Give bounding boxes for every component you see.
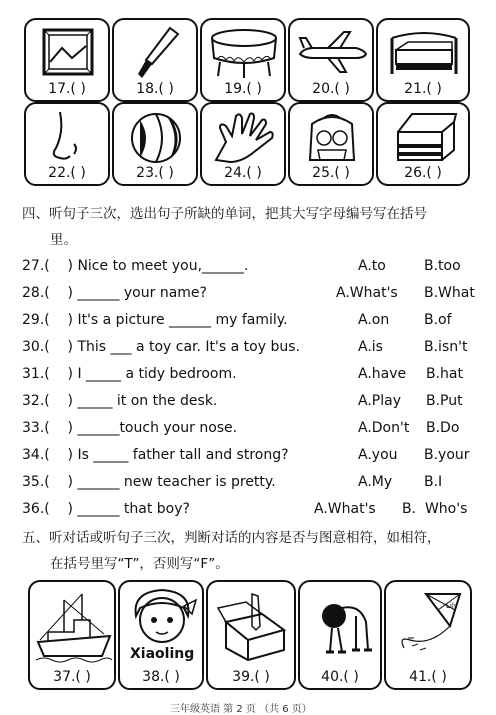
- option-b: B.Do: [426, 420, 460, 436]
- item-number[interactable]: 38.( ): [142, 669, 180, 685]
- question-32: 32.( ) _____ it on the desk.: [22, 393, 218, 409]
- question-31: 31.( ) I _____ a tidy bedroom.: [22, 366, 237, 382]
- question-29: 29.( ) It's a picture ______ my family.: [22, 312, 288, 328]
- option-a: A.on: [358, 312, 390, 328]
- option-b: B.hat: [426, 366, 463, 382]
- option-a: A.What's: [336, 285, 398, 301]
- section-4-instruction: 四、听句子三次，选出句子所缺的单词，把其大写字母编号写在括号: [22, 206, 427, 222]
- item-number[interactable]: 41.( ): [409, 669, 447, 685]
- item-number[interactable]: 24.( ): [224, 165, 262, 181]
- item-number[interactable]: 20.( ): [312, 81, 350, 97]
- picture-card-22: [24, 102, 110, 186]
- picture-card-20: [288, 18, 374, 102]
- item-number[interactable]: 18.( ): [136, 81, 174, 97]
- picture-card-39: [206, 580, 296, 690]
- table-icon: [206, 24, 282, 82]
- picture-card-17: [24, 18, 110, 102]
- item-number[interactable]: 22.( ): [48, 165, 86, 181]
- option-b: B.of: [424, 312, 452, 328]
- airplane-icon: [294, 24, 370, 82]
- item-number[interactable]: 37.( ): [53, 669, 91, 685]
- pencil-box-icon: [212, 586, 294, 666]
- item-number[interactable]: 26.( ): [404, 165, 442, 181]
- framed-picture-icon: [30, 24, 106, 82]
- ball-icon: [118, 108, 194, 166]
- hand-icon: [206, 108, 282, 166]
- girl-icon: [124, 586, 200, 648]
- option-a: A.you: [358, 447, 398, 463]
- option-b: B.too: [424, 258, 461, 274]
- picture-card-24: [200, 102, 286, 186]
- page-footer: 三年级英语 第 2 页 （共 6 页）: [170, 704, 312, 715]
- section-5-instruction-cont: 在括号里写“T”，否则写“F”。: [50, 556, 229, 572]
- question-35: 35.( ) ______ new teacher is pretty.: [22, 474, 276, 490]
- ship-icon: [34, 586, 114, 666]
- picture-card-19: [200, 18, 286, 102]
- item-number[interactable]: 19.( ): [224, 81, 262, 97]
- item-number[interactable]: 17.( ): [48, 81, 86, 97]
- question-28: 28.( ) ______ your name?: [22, 285, 207, 301]
- question-36: 36.( ) ______ that boy?: [22, 501, 190, 517]
- bed-icon: [382, 24, 466, 82]
- item-number[interactable]: 21.( ): [404, 81, 442, 97]
- option-a: A.What's: [314, 501, 376, 517]
- option-a: A.to: [358, 258, 386, 274]
- option-a: A.Don't: [358, 420, 410, 436]
- picture-card-21: [376, 18, 470, 102]
- option-b: B.Put: [426, 393, 463, 409]
- kite-icon: [390, 586, 470, 666]
- question-30: 30.( ) This ___ a toy car. It's a toy bus.: [22, 339, 300, 355]
- question-34: 34.( ) Is _____ father tall and strong?: [22, 447, 289, 463]
- picture-card-23: [112, 102, 198, 186]
- question-27: 27.( ) Nice to meet you,______.: [22, 258, 249, 274]
- option-b: B.your: [424, 447, 470, 463]
- picture-card-37: [28, 580, 116, 690]
- option-b: B. Who's: [402, 501, 468, 517]
- option-a: A.have: [358, 366, 407, 382]
- nose-icon: [30, 108, 106, 166]
- option-b: B.isn't: [424, 339, 468, 355]
- name-caption: Xiaoling: [130, 646, 195, 662]
- item-number[interactable]: 23.( ): [136, 165, 174, 181]
- picture-card-26: [376, 102, 470, 186]
- section-4-instruction-cont: 里。: [50, 232, 77, 248]
- item-number[interactable]: 25.( ): [312, 165, 350, 181]
- option-b: B.I: [424, 474, 443, 490]
- box-icon: [382, 108, 466, 166]
- schoolbag-icon: [294, 108, 370, 166]
- option-b: B.What: [424, 285, 475, 301]
- kite-label: Lily: [446, 602, 458, 610]
- picture-card-18: [112, 18, 198, 102]
- option-a: A.Play: [358, 393, 401, 409]
- question-33: 33.( ) ______touch your nose.: [22, 420, 238, 436]
- picture-card-41: [384, 580, 472, 690]
- item-number[interactable]: 40.( ): [321, 669, 359, 685]
- touching-toes-boy-icon: [304, 586, 380, 666]
- item-number[interactable]: 39.( ): [232, 669, 270, 685]
- picture-card-40: [298, 580, 382, 690]
- picture-card-25: [288, 102, 374, 186]
- picture-card-38: [118, 580, 204, 690]
- section-5-instruction: 五、听对话或听句子三次，判断对话的内容是否与图意相符，如相符，: [22, 530, 441, 546]
- option-a: A.My: [358, 474, 393, 490]
- option-a: A.is: [358, 339, 383, 355]
- knife-icon: [118, 24, 194, 82]
